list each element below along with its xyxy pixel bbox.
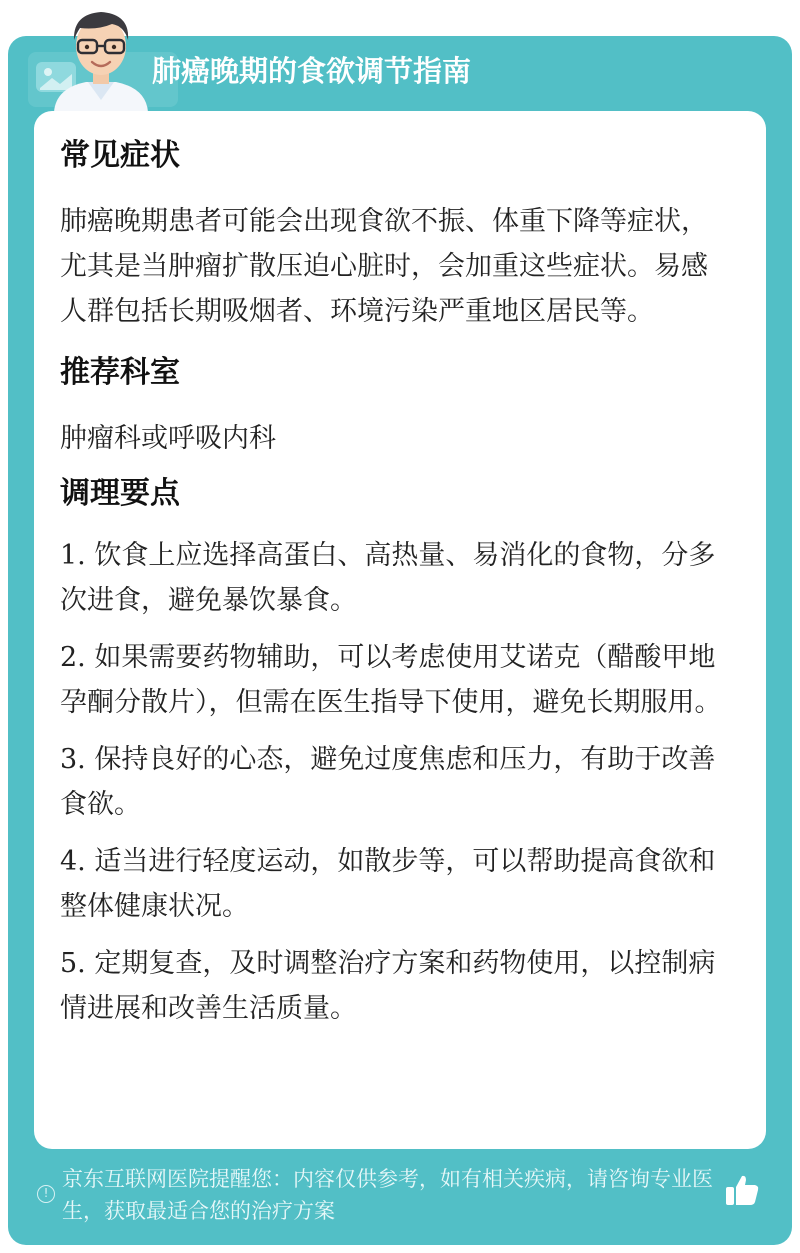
section-body-department: 肿瘤科或呼吸内科 [60,423,276,454]
care-list [60,533,730,1031]
list-item-text: 饮食上应选择高蛋白、高热量、易消化的食物，分多次进食，避免暴饮暴食。 [60,540,716,616]
list-item-text: 如果需要药物辅助，可以考虑使用艾诺克（醋酸甲地孕酮分散片），但需在医生指导下使用，避免长期服用。 [60,642,722,718]
list-item [60,737,730,827]
list-item-number: 1. [60,540,86,571]
page-title: 肺癌晚期的食欲调节指南 [152,54,472,88]
list-item-text: 保持良好的心态，避免过度焦虑和压力，有助于改善食欲。 [60,744,716,820]
content-body [60,135,730,1043]
list-item-number: 3. [60,744,86,775]
thumbs-up-icon[interactable] [724,1172,760,1208]
info-icon: ! [37,1185,55,1203]
footer-disclaimer: 京东互联网医院提醒您：内容仅供参考，如有相关疾病，请咨询专业医生，获取最适合您的治疗方案 [62,1167,713,1223]
content-card [34,111,766,1149]
list-item [60,839,730,929]
list-item-text: 适当进行轻度运动，如散步等，可以帮助提高食欲和整体健康状况。 [60,846,716,922]
list-item [60,533,730,623]
list-item [60,941,730,1031]
list-item-text: 定期复查，及时调整治疗方案和药物使用，以控制病情进展和改善生活质量。 [60,948,716,1024]
doctor-avatar [46,4,156,112]
section-title-care: 调理要点 [60,476,180,511]
list-item-number: 5. [60,948,86,979]
list-item [60,635,730,725]
list-item-number: 2. [60,642,86,673]
section-title-symptoms: 常见症状 [60,138,180,173]
list-item-number: 4. [60,846,86,877]
section-title-department: 推荐科室 [60,355,180,390]
section-body-symptoms: 肺癌晚期患者可能会出现食欲不振、体重下降等症状，尤其是当肿瘤扩散压迫心脏时，会加重这些症状。易感人群包括长期吸烟者、环境污染严重地区居民等。 [60,206,708,327]
